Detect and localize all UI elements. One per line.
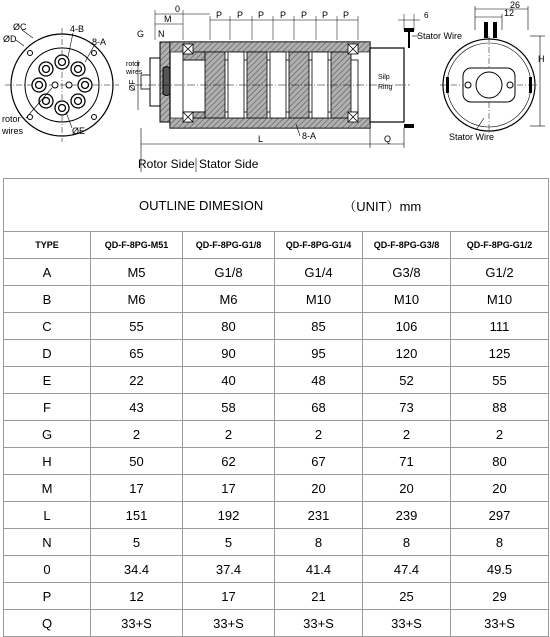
value-cell: M10 [363, 286, 451, 313]
value-cell: 20 [275, 475, 363, 502]
row-label-cell: G [4, 421, 91, 448]
value-cell: G1/8 [183, 259, 275, 286]
value-cell: 120 [363, 340, 451, 367]
row-label-cell: C [4, 313, 91, 340]
table-row [4, 340, 549, 367]
slip-ring-label-1: Silp [378, 74, 390, 81]
table-row [4, 259, 549, 286]
table-row [4, 286, 549, 313]
dim-p6: P [322, 10, 329, 20]
value-cell: M10 [275, 286, 363, 313]
value-cell: 73 [363, 394, 451, 421]
value-cell: 62 [183, 448, 275, 475]
value-cell: 58 [183, 394, 275, 421]
value-cell: 33+S [183, 610, 275, 637]
table-title: OUTLINE DIMESION [139, 197, 264, 213]
value-cell: M5 [91, 259, 183, 286]
dim-l: L [258, 134, 264, 144]
value-cell: 5 [183, 529, 275, 556]
row-label-cell: P [4, 583, 91, 610]
row-label-cell: E [4, 367, 91, 394]
label-8a: 8-A [92, 37, 107, 47]
table-row [4, 502, 549, 529]
header-model: QD-F-8PG-G1/2 [451, 232, 549, 259]
technical-drawing [0, 0, 550, 178]
header-model: QD-F-8PG-M51 [91, 232, 183, 259]
value-cell: 239 [363, 502, 451, 529]
row-label-cell: F [4, 394, 91, 421]
dim-6: 6 [424, 11, 429, 20]
value-cell: 8 [451, 529, 549, 556]
label-oc: ØC [13, 22, 27, 32]
table-row [4, 556, 549, 583]
value-cell: 125 [451, 340, 549, 367]
value-cell: 52 [363, 367, 451, 394]
row-label-cell: N [4, 529, 91, 556]
label-oe: ØE [72, 126, 86, 136]
value-cell: 43 [91, 394, 183, 421]
dim-0: 0 [175, 4, 181, 14]
value-cell: 90 [183, 340, 275, 367]
dim-p2: P [237, 10, 244, 20]
row-label-cell: Q [4, 610, 91, 637]
value-cell: 25 [363, 583, 451, 610]
rotor-side-label: Rotor Side [138, 157, 195, 171]
dim-q: Q [384, 134, 392, 144]
dim-p1: P [216, 10, 223, 20]
value-cell: 47.4 [363, 556, 451, 583]
table-row [4, 529, 549, 556]
value-cell: 2 [363, 421, 451, 448]
header-type: TYPE [4, 232, 91, 259]
header-model: QD-F-8PG-G1/4 [275, 232, 363, 259]
value-cell: 50 [91, 448, 183, 475]
side-view [125, 4, 462, 172]
value-cell: 88 [451, 394, 549, 421]
value-cell: G1/4 [275, 259, 363, 286]
value-cell: 33+S [275, 610, 363, 637]
value-cell: 2 [183, 421, 275, 448]
end-view [440, 0, 545, 142]
value-cell: 40 [183, 367, 275, 394]
row-label-cell: M [4, 475, 91, 502]
value-cell: 231 [275, 502, 363, 529]
value-cell: 8 [275, 529, 363, 556]
value-cell: 5 [91, 529, 183, 556]
value-cell: 80 [451, 448, 549, 475]
value-cell: 151 [91, 502, 183, 529]
value-cell: 192 [183, 502, 275, 529]
value-cell: 2 [451, 421, 549, 448]
value-cell: 12 [91, 583, 183, 610]
value-cell: 41.4 [275, 556, 363, 583]
value-cell: 17 [183, 475, 275, 502]
value-cell: 34.4 [91, 556, 183, 583]
value-cell: M6 [91, 286, 183, 313]
table-row [4, 367, 549, 394]
value-cell: M10 [451, 286, 549, 313]
value-cell: 71 [363, 448, 451, 475]
dim-n: N [158, 29, 165, 39]
value-cell: 2 [275, 421, 363, 448]
value-cell: 37.4 [183, 556, 275, 583]
dim-p4: P [280, 10, 287, 20]
table-row [4, 421, 549, 448]
slip-ring-label-2: Ring [378, 84, 393, 91]
dim-26: 26 [510, 0, 521, 10]
value-cell: 95 [275, 340, 363, 367]
label-rotor: rotor [2, 114, 21, 124]
value-cell: 55 [451, 367, 549, 394]
value-cell: 21 [275, 583, 363, 610]
value-cell: 80 [183, 313, 275, 340]
dim-of: ØF [128, 79, 137, 91]
table-row [4, 475, 549, 502]
dim-h: H [538, 54, 545, 64]
dim-g: G [137, 29, 145, 39]
table-body [4, 259, 549, 637]
row-label-cell: A [4, 259, 91, 286]
stator-wire-label-end: Stator Wire [449, 132, 495, 142]
value-cell: 29 [451, 583, 549, 610]
table-unit: （UNIT）mm [343, 198, 422, 214]
table-row [4, 610, 549, 637]
value-cell: 49.5 [451, 556, 549, 583]
value-cell: G3/8 [363, 259, 451, 286]
row-label-cell: H [4, 448, 91, 475]
value-cell: 297 [451, 502, 549, 529]
value-cell: 20 [451, 475, 549, 502]
value-cell: 2 [91, 421, 183, 448]
rotor-wires-label-2: wires [126, 69, 143, 76]
label-4b: 4-B [70, 24, 85, 34]
header-model: QD-F-8PG-G3/8 [363, 232, 451, 259]
value-cell: 106 [363, 313, 451, 340]
table-row [4, 313, 549, 340]
dim-m: M [164, 14, 172, 24]
row-label-cell: B [4, 286, 91, 313]
stator-side-label: Stator Side [199, 157, 259, 171]
row-label-cell: 0 [4, 556, 91, 583]
value-cell: 20 [363, 475, 451, 502]
header-model: QD-F-8PG-G1/8 [183, 232, 275, 259]
row-label-cell: L [4, 502, 91, 529]
value-cell: G1/2 [451, 259, 549, 286]
dim-p3: P [258, 10, 265, 20]
value-cell: 17 [183, 583, 275, 610]
label-od: ØD [3, 34, 17, 44]
value-cell: 55 [91, 313, 183, 340]
value-cell: 17 [91, 475, 183, 502]
label-wires: wires [2, 126, 24, 136]
value-cell: 33+S [91, 610, 183, 637]
value-cell: 8 [363, 529, 451, 556]
outline-dimension-table [3, 178, 549, 637]
value-cell: 68 [275, 394, 363, 421]
front-view [1, 22, 119, 142]
rotor-wires-label-1: rotor [126, 61, 141, 68]
value-cell: 85 [275, 313, 363, 340]
value-cell: 65 [91, 340, 183, 367]
value-cell: 111 [451, 313, 549, 340]
table-header-row [4, 232, 549, 259]
table-row [4, 394, 549, 421]
value-cell: 33+S [451, 610, 549, 637]
table-row [4, 583, 549, 610]
row-label-cell: D [4, 340, 91, 367]
dim-8a-side: 8-A [302, 131, 317, 141]
table-row [4, 448, 549, 475]
dim-12: 12 [504, 8, 515, 18]
value-cell: 48 [275, 367, 363, 394]
stator-wire-label-side: Stator Wire [417, 31, 463, 41]
value-cell: 33+S [363, 610, 451, 637]
value-cell: 67 [275, 448, 363, 475]
dim-p5: P [301, 10, 308, 20]
table-title-row [4, 179, 549, 232]
value-cell: 22 [91, 367, 183, 394]
dim-p7: P [343, 10, 350, 20]
value-cell: M6 [183, 286, 275, 313]
